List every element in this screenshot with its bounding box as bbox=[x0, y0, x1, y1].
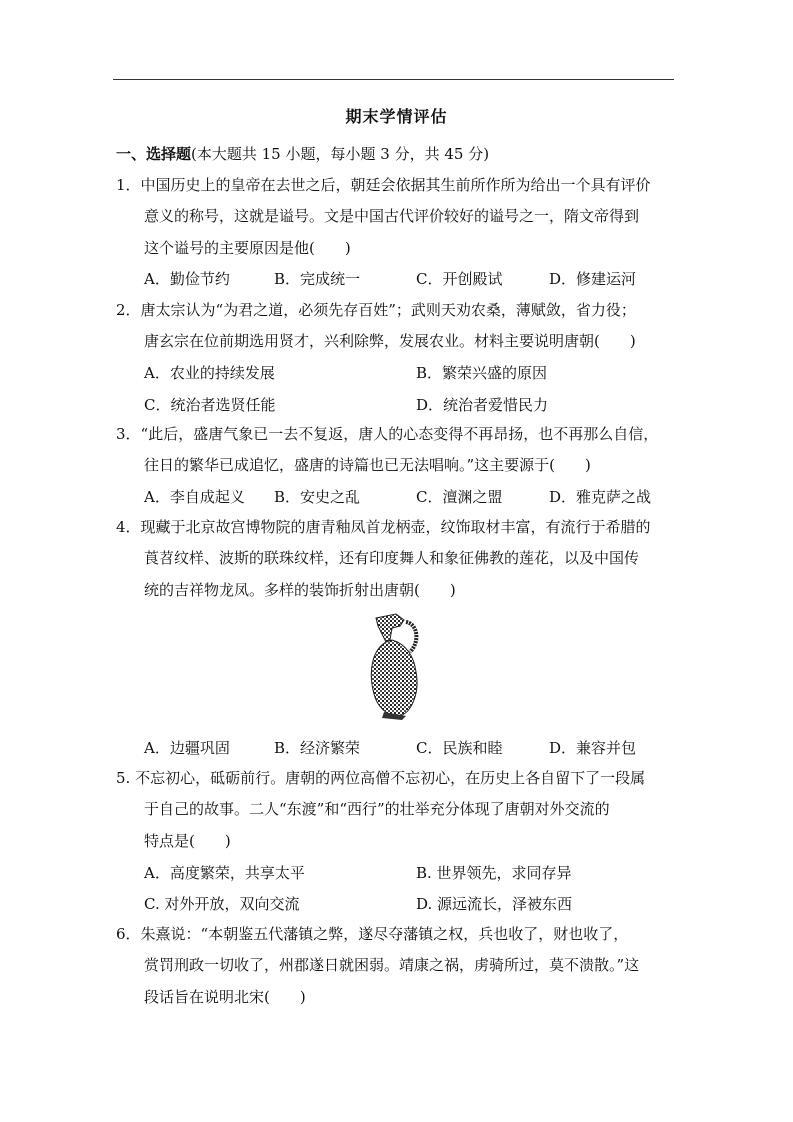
question-line: 特点是( ) bbox=[144, 831, 231, 850]
page-title: 期末学情评估 bbox=[345, 107, 448, 126]
question-2 bbox=[116, 295, 676, 358]
question-line: 往日的繁华已成追忆，盛唐的诗篇也已无法唱响。”这主要源于( ) bbox=[144, 456, 591, 475]
option-a[interactable]: A．勤俭节约 bbox=[144, 270, 230, 288]
header-rule bbox=[113, 79, 674, 80]
option-b[interactable]: B．经济繁荣 bbox=[274, 739, 361, 757]
question-line: 2．唐太宗认为“为君之道，必须先存百姓”；武则天劝农桑，薄赋敛，省力役； bbox=[116, 301, 636, 319]
question-line: 意义的称号，这就是谥号。文是中国古代评价较好的谥号之一，隋文帝得到 bbox=[144, 207, 640, 226]
option-c[interactable]: C．澶渊之盟 bbox=[416, 488, 503, 506]
question-4 bbox=[116, 512, 676, 606]
option-a[interactable]: A．农业的持续发展 bbox=[144, 364, 275, 382]
question-line: 于自己的故事。二人“东渡”和“西行”的壮举充分体现了唐朝对外交流的 bbox=[144, 800, 610, 819]
option-b[interactable]: B．繁荣兴盛的原因 bbox=[416, 364, 548, 382]
option-d[interactable]: D．统治者爱惜民力 bbox=[416, 396, 549, 414]
option-b[interactable]: B．完成统一 bbox=[274, 270, 361, 288]
option-a[interactable]: A．高度繁荣，共享太平 bbox=[144, 864, 305, 882]
celadon-ewer-image bbox=[366, 612, 426, 720]
question-line: 这个谥号的主要原因是他( ) bbox=[144, 238, 351, 257]
section-note: (本大题共 15 小题，每小题 3 分，共 45 分) bbox=[191, 145, 490, 163]
section-heading bbox=[116, 143, 489, 164]
question-line: 4．现藏于北京故宫博物院的唐青釉凤首龙柄壶，纹饰取材丰富，有流行于希腊的 bbox=[116, 518, 651, 536]
option-d[interactable]: D．雅克萨之战 bbox=[549, 488, 652, 506]
option-d[interactable]: D. 源远流长，泽被东西 bbox=[416, 895, 573, 913]
question-line: 莨苕纹样、波斯的联珠纹样，还有印度舞人和象征佛教的莲花，以及中国传 bbox=[144, 549, 640, 568]
question-line: 赏罚刑政一切收了，州郡遂日就困弱。靖康之祸，虏骑所过，莫不溃散。”这 bbox=[144, 956, 640, 975]
question-line: 5. 不忘初心，砥砺前行。唐朝的两位高僧不忘初心，在历史上各自留下了一段属 bbox=[116, 769, 646, 787]
section-label: 一、选择题 bbox=[116, 145, 192, 163]
question-6 bbox=[116, 919, 676, 1013]
question-3 bbox=[116, 419, 676, 482]
option-a[interactable]: A．李自成起义 bbox=[144, 488, 245, 506]
question-line: 1．中国历史上的皇帝在去世之后，朝廷会依据其生前所作所为给出一个具有评价 bbox=[116, 176, 651, 194]
option-c[interactable]: C．开创殿试 bbox=[416, 270, 503, 288]
option-c[interactable]: C. 对外开放，双向交流 bbox=[144, 895, 300, 913]
question-1 bbox=[116, 170, 676, 264]
option-d[interactable]: D．修建运河 bbox=[549, 270, 637, 288]
option-a[interactable]: A．边疆巩固 bbox=[144, 739, 230, 757]
question-line: 6．朱熹说：“本朝鉴五代藩镇之弊，遂尽夺藩镇之权，兵也收了，财也收了， bbox=[116, 925, 629, 943]
option-c[interactable]: C．统治者选贤任能 bbox=[144, 396, 276, 414]
question-line: 段话旨在说明北宋( ) bbox=[144, 987, 306, 1006]
option-b[interactable]: B. 世界领先，求同存异 bbox=[416, 864, 572, 882]
question-5 bbox=[116, 763, 676, 857]
question-line: 统的吉祥物龙凤。多样的装饰折射出唐朝( ) bbox=[144, 580, 456, 599]
option-d[interactable]: D．兼容并包 bbox=[549, 739, 637, 757]
option-b[interactable]: B．安史之乱 bbox=[274, 488, 361, 506]
option-c[interactable]: C．民族和睦 bbox=[416, 739, 503, 757]
question-line: 唐玄宗在位前期选用贤才，兴利除弊，发展农业。材料主要说明唐朝( ) bbox=[144, 332, 636, 351]
question-line: 3．“此后，盛唐气象已一去不复返，唐人的心态变得不再昂扬，也不再那么自信， bbox=[116, 425, 659, 443]
